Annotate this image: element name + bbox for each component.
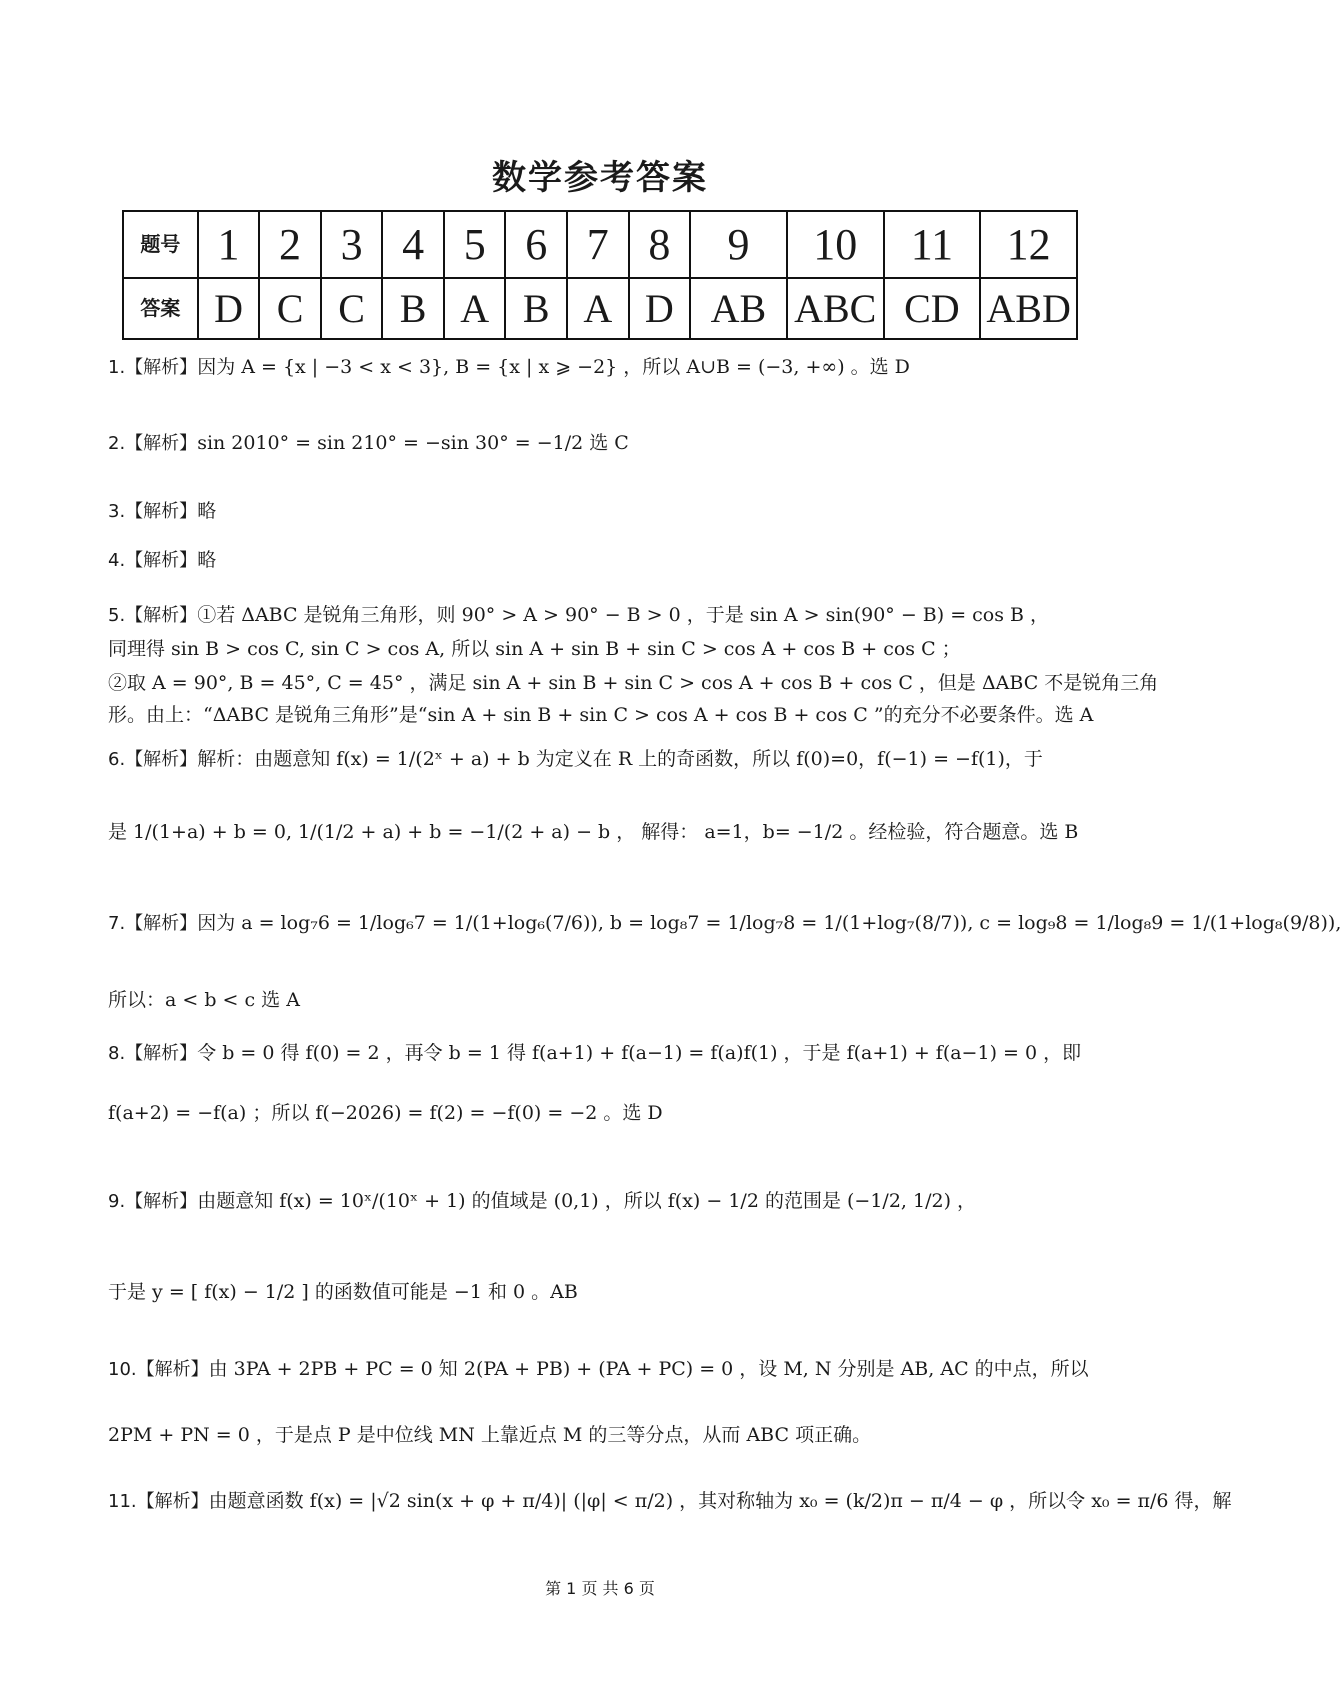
question-number-cell: 1 (198, 211, 260, 278)
solution-line: 9.【解析】由题意知 f(x) = 10ˣ/(10ˣ + 1) 的值域是 (0,1) ，所以 f(x) − 1/2 的范围是 (−1/2, 1/2) ， (108, 1190, 977, 1212)
answer-cell: C (259, 278, 321, 340)
answer-cell: A (444, 278, 506, 340)
question-number-cell: 2 (259, 211, 321, 278)
solution-line: 1.【解析】因为 A = {x | −3 < x < 3}, B = {x | x ⩾ −2} ，所以 A∪B = (−3, +∞) 。选 D (108, 356, 910, 378)
solution-line: 2PM + PN = 0 ，于是点 P 是中位线 MN 上靠近点 M 的三等分点，从而 ABC 项正确。 (108, 1424, 872, 1446)
question-number-cell: 3 (321, 211, 383, 278)
question-number-cell: 12 (980, 211, 1077, 278)
solution-line: 6.【解析】解析：由题意知 f(x) = 1/(2ˣ + a) + b 为定义在 R 上的奇函数，所以 f(0)=0，f(−1) = −f(1)，于 (108, 748, 1043, 770)
answer-cell: B (382, 278, 444, 340)
answer-table (122, 210, 1078, 340)
answer-cell: CD (884, 278, 981, 340)
question-number-cell: 9 (690, 211, 787, 278)
page-title: 数学参考答案 (492, 158, 708, 198)
table-row-numbers (123, 211, 1077, 278)
question-number-cell: 7 (567, 211, 629, 278)
answer-cell: ABD (980, 278, 1077, 340)
solution-line: ②取 A = 90°, B = 45°, C = 45° ，满足 sin A + sin B + sin C > cos A + cos B + cos C ，但是 ΔABC 不是锐角三角 (108, 672, 1159, 694)
solution-line: 同理得 sin B > cos C, sin C > cos A, 所以 sin A + sin B + sin C > cos A + cos B + cos C ； (108, 638, 961, 660)
question-number-cell: 6 (505, 211, 567, 278)
solution-line: 是 1/(1+a) + b = 0, 1/(1/2 + a) + b = −1/(2 + a) − b ， 解得： a=1，b= −1/2 。经检验，符合题意。选 B (108, 821, 1079, 843)
question-number-cell: 4 (382, 211, 444, 278)
header-question-number: 题号 (123, 211, 198, 278)
solution-line: 8.【解析】令 b = 0 得 f(0) = 2 ，再令 b = 1 得 f(a+1) + f(a−1) = f(a)f(1) ，于是 f(a+1) + f(a−1) = 0 ，即 (108, 1042, 1082, 1064)
solution-line: 形。由上：“ΔABC 是锐角三角形”是“sin A + sin B + sin C > cos A + cos B + cos C ”的充分不必要条件。选 A (108, 704, 1094, 726)
question-number-cell: 10 (787, 211, 884, 278)
solution-line: 于是 y = [ f(x) − 1/2 ] 的函数值可能是 −1 和 0 。AB (108, 1281, 578, 1303)
solution-line: 2.【解析】sin 2010° = sin 210° = −sin 30° = −1/2 选 C (108, 432, 629, 454)
answer-cell: AB (690, 278, 787, 340)
solution-line: 3.【解析】略 (108, 500, 217, 522)
answer-cell: A (567, 278, 629, 340)
solution-line: 所以：a < b < c 选 A (108, 989, 300, 1011)
question-number-cell: 8 (629, 211, 691, 278)
solution-line: 7.【解析】因为 a = log₇6 = 1/log₆7 = 1/(1+log₆(7/6)), b = log₈7 = 1/log₇8 = 1/(1+log₇(8/7)), c = log₉8 = 1/log₈9 = 1/(1+log₈(9/8)), (108, 912, 1341, 934)
answer-cell: ABC (787, 278, 884, 340)
page-footer: 第 1 页 共 6 页 (545, 1579, 655, 1598)
solution-line: 5.【解析】①若 ΔABC 是锐角三角形，则 90° > A > 90° − B > 0 ，于是 sin A > sin(90° − B) = cos B ， (108, 604, 1050, 626)
question-number-cell: 5 (444, 211, 506, 278)
answer-cell: D (629, 278, 691, 340)
table-row-answers (123, 278, 1077, 340)
solution-line: 4.【解析】略 (108, 549, 217, 571)
solution-line: 11.【解析】由题意函数 f(x) = |√2 sin(x + φ + π/4)| (|φ| < π/2) ，其对称轴为 x₀ = (k/2)π − π/4 − φ ，所以令 x₀ = π/6 得，解 (108, 1490, 1232, 1512)
header-answer: 答案 (123, 278, 198, 340)
answer-cell: D (198, 278, 260, 340)
answer-cell: C (321, 278, 383, 340)
answer-cell: B (505, 278, 567, 340)
question-number-cell: 11 (884, 211, 981, 278)
solution-line: 10.【解析】由 3PA + 2PB + PC = 0 知 2(PA + PB) + (PA + PC) = 0 ，设 M, N 分别是 AB, AC 的中点，所以 (108, 1358, 1089, 1380)
solution-line: f(a+2) = −f(a) ；所以 f(−2026) = f(2) = −f(0) = −2 。选 D (108, 1102, 663, 1124)
